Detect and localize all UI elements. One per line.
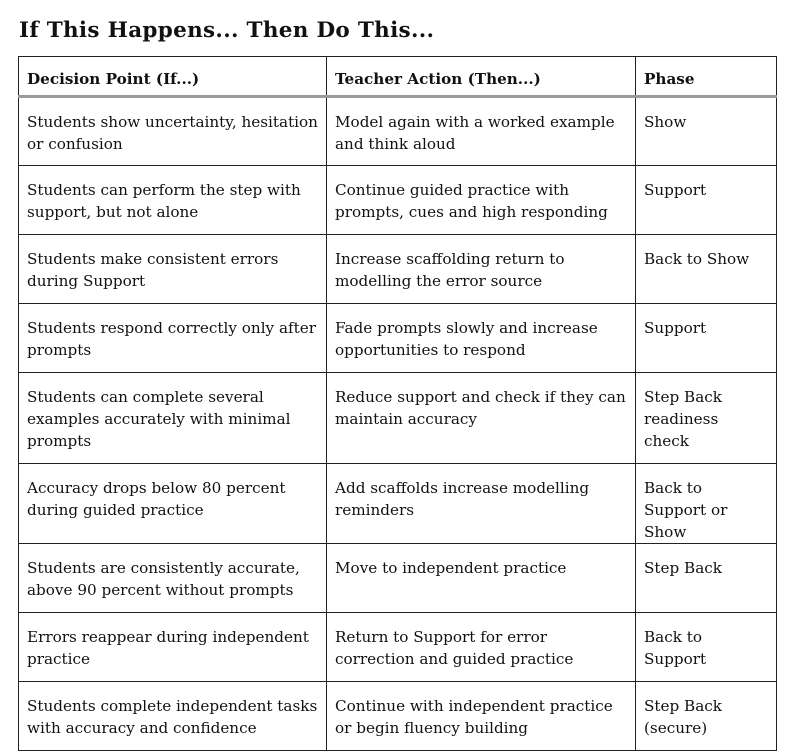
decision-point-cell: Students show uncertainty, hesitation or confusion: [19, 97, 327, 166]
table-row: [19, 682, 777, 751]
decision-point-cell: Accuracy drops below 80 percent during guided practice: [19, 464, 327, 544]
table-row: [19, 97, 777, 166]
teacher-action-cell: Continue with independent practice or begin fluency building: [327, 682, 636, 751]
teacher-action-cell: Add scaffolds increase modelling reminders: [327, 464, 636, 544]
decision-table: [18, 56, 777, 751]
decision-point-cell: Students respond correctly only after prompts: [19, 304, 327, 373]
table-row: [19, 304, 777, 373]
table-row: [19, 544, 777, 613]
phase-cell: Back to Support: [636, 613, 777, 682]
decision-point-cell: Students can complete several examples accurately with minimal prompts: [19, 373, 327, 464]
decision-point-cell: Students can perform the step with support, but not alone: [19, 166, 327, 235]
phase-cell: Step Back readiness check: [636, 373, 777, 464]
phase-cell: Step Back: [636, 544, 777, 613]
teacher-action-cell: Model again with a worked example and think aloud: [327, 97, 636, 166]
decision-point-cell: Students complete independent tasks with accuracy and confidence: [19, 682, 327, 751]
teacher-action-cell: Reduce support and check if they can maintain accuracy: [327, 373, 636, 464]
decision-point-cell: Errors reappear during independent practice: [19, 613, 327, 682]
table-row: [19, 235, 777, 304]
table-header-row: [19, 57, 777, 97]
header-phase: Phase: [636, 57, 777, 97]
phase-cell: Show: [636, 97, 777, 166]
phase-cell: Back to Support or Show: [636, 464, 777, 544]
phase-cell: Back to Show: [636, 235, 777, 304]
table-row: [19, 613, 777, 682]
table-row: [19, 464, 777, 544]
page-title: If This Happens... Then Do This...: [19, 18, 435, 43]
phase-cell: Support: [636, 304, 777, 373]
teacher-action-cell: Increase scaffolding return to modelling the error source: [327, 235, 636, 304]
header-decision-point: Decision Point (If...): [19, 57, 327, 97]
teacher-action-cell: Move to independent practice: [327, 544, 636, 613]
decision-point-cell: Students make consistent errors during Support: [19, 235, 327, 304]
teacher-action-cell: Fade prompts slowly and increase opportunities to respond: [327, 304, 636, 373]
header-teacher-action: Teacher Action (Then...): [327, 57, 636, 97]
teacher-action-cell: Return to Support for error correction and guided practice: [327, 613, 636, 682]
phase-cell: Step Back (secure): [636, 682, 777, 751]
decision-point-cell: Students are consistently accurate, above 90 percent without prompts: [19, 544, 327, 613]
table-row: [19, 373, 777, 464]
teacher-action-cell: Continue guided practice with prompts, cues and high responding: [327, 166, 636, 235]
table-row: [19, 166, 777, 235]
phase-cell: Support: [636, 166, 777, 235]
